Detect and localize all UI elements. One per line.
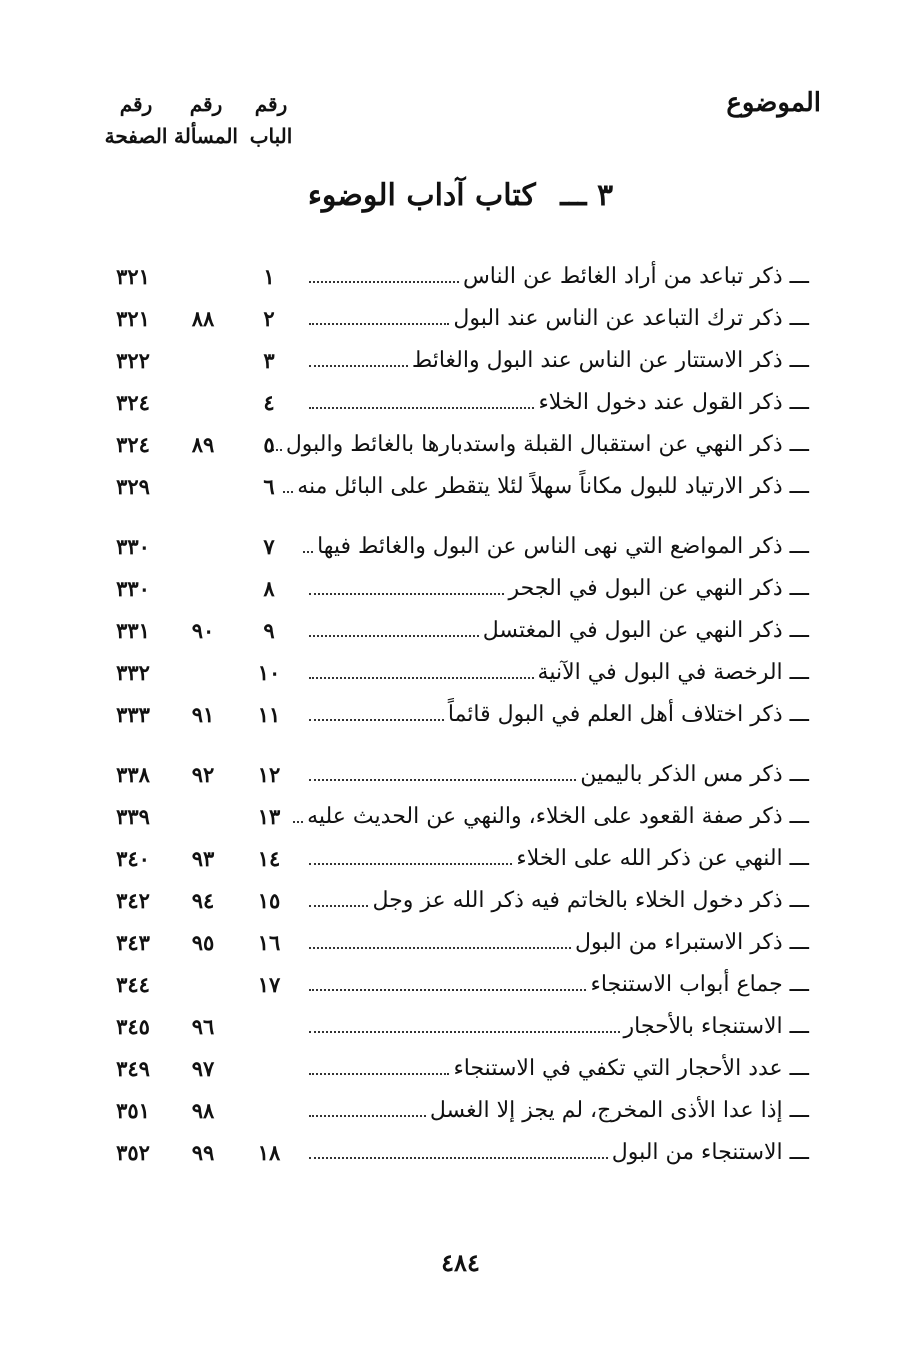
row-topic-text: ـــ ذكر الاستبراء من البول <box>574 930 809 955</box>
index-row <box>0 576 921 618</box>
header-col-masala-line1: رقم <box>189 92 223 116</box>
row-page-number: ٣٥١ <box>116 1098 150 1123</box>
row-page-number: ٣٣١ <box>116 618 150 643</box>
row-topic-text: ـــ ذكر ترك التباعد عن الناس عند البول <box>453 306 809 331</box>
row-bab-number: ١٢ <box>257 762 281 787</box>
row-page-number: ٣٤٠ <box>116 846 150 871</box>
row-topic-text: ـــ ذكر دخول الخلاء بالخاتم فيه ذكر الله عز وجل <box>372 888 809 913</box>
row-bab-number: ١٧ <box>257 972 281 997</box>
row-bab-number: ١٨ <box>257 1140 281 1165</box>
row-page-number: ٣٣٩ <box>116 804 150 829</box>
row-topic-text: ـــ ذكر اختلاف أهل العلم في البول قائماً <box>447 702 809 727</box>
row-masala-number: ٩٥ <box>191 930 215 955</box>
row-topic-text: ـــ ذكر الارتياد للبول مكاناً سهلاً لئلا يتقطر على البائل منه <box>297 474 809 499</box>
row-page-number: ٣٥٢ <box>116 1140 150 1165</box>
row-page-number: ٣٢٩ <box>116 474 150 499</box>
row-topic-text: ـــ ذكر النهي عن البول في المغتسل <box>482 618 809 643</box>
row-topic-text: ـــ الرخصة في البول في الآنية <box>537 660 809 685</box>
index-row <box>0 972 921 1014</box>
row-topic <box>309 1140 809 1165</box>
dotted-leader <box>309 863 512 865</box>
row-masala-number: ٩٨ <box>191 1098 215 1123</box>
dotted-leader <box>309 677 534 679</box>
row-topic <box>285 432 809 457</box>
row-masala-number: ٩٦ <box>191 1014 215 1039</box>
row-topic-text: ـــ ذكر النهي عن استقبال القبلة واستدبارها بالغائط والبول <box>285 432 809 457</box>
row-topic <box>309 762 809 787</box>
index-row <box>0 432 921 474</box>
row-bab-number: ١٠ <box>257 660 281 685</box>
dotted-leader <box>309 1115 426 1117</box>
index-row <box>0 264 921 306</box>
row-bab-number: ١٦ <box>257 930 281 955</box>
index-row <box>0 348 921 390</box>
row-topic <box>309 972 809 997</box>
header-topic-label: الموضوع <box>726 88 821 118</box>
dotted-leader <box>309 989 586 991</box>
row-topic <box>297 474 809 499</box>
row-topic-text: ـــ ذكر المواضع التي نهى الناس عن البول والغائط فيها <box>317 534 809 559</box>
row-topic <box>309 534 809 559</box>
row-topic-text: ـــ ذكر الاستتار عن الناس عند البول والغائط <box>411 348 809 373</box>
row-topic <box>309 930 809 955</box>
row-bab-number: ١٣ <box>257 804 281 829</box>
row-page-number: ٣٣٠ <box>116 534 150 559</box>
index-row <box>0 804 921 846</box>
row-page-number: ٣٣٣ <box>116 702 150 727</box>
row-page-number: ٣٢١ <box>116 264 150 289</box>
index-row <box>0 618 921 660</box>
row-page-number: ٣٤٩ <box>116 1056 150 1081</box>
row-page-number: ٣٤٤ <box>116 972 150 997</box>
header-col-bab-line1: رقم <box>254 92 288 116</box>
row-bab-number: ١١ <box>257 702 281 727</box>
chapter-number: ٣ ـــ <box>560 178 614 213</box>
dotted-leader <box>309 1073 449 1075</box>
row-topic-text: ـــ ذكر القول عند دخول الخلاء <box>538 390 809 415</box>
row-masala-number: ٩٩ <box>191 1140 215 1165</box>
dotted-leader <box>309 1157 608 1159</box>
row-topic <box>309 348 809 373</box>
row-topic <box>309 1014 809 1039</box>
index-row <box>0 1056 921 1098</box>
dotted-leader <box>309 1031 620 1033</box>
row-topic-text: ـــ الاستنجاء من البول <box>611 1140 809 1165</box>
row-topic <box>309 888 809 913</box>
row-bab-number: ٥ <box>263 432 275 457</box>
index-row <box>0 1014 921 1056</box>
index-row <box>0 390 921 432</box>
row-masala-number: ٩٠ <box>191 618 215 643</box>
chapter-title-text: كتاب آداب الوضوء <box>307 178 536 213</box>
dotted-leader <box>309 281 459 283</box>
row-topic-text: ـــ إذا عدا الأذى المخرج، لم يجز إلا الغسل <box>429 1098 809 1123</box>
index-row <box>0 1140 921 1182</box>
row-bab-number: ٣ <box>263 348 275 373</box>
header-col-safha-line2: الصفحة <box>104 124 168 148</box>
dotted-leader <box>309 635 479 637</box>
row-bab-number: ٢ <box>263 306 275 331</box>
row-topic <box>309 306 809 331</box>
row-bab-number: ١٥ <box>257 888 281 913</box>
row-topic-text: ـــ جماع أبواب الاستنجاء <box>590 972 809 997</box>
row-topic <box>309 1056 809 1081</box>
header-col-masala <box>166 88 246 152</box>
row-page-number: ٣٢٤ <box>116 390 150 415</box>
index-row <box>0 660 921 702</box>
header-col-bab <box>236 88 306 152</box>
row-topic-text: ـــ عدد الأحجار التي تكفي في الاستنجاء <box>453 1056 809 1081</box>
row-bab-number: ٤ <box>263 390 275 415</box>
dotted-leader <box>309 593 504 595</box>
row-page-number: ٣٤٢ <box>116 888 150 913</box>
row-topic <box>309 846 809 871</box>
row-bab-number: ١٤ <box>257 846 281 871</box>
index-row <box>0 762 921 804</box>
row-topic-text: ـــ ذكر صفة القعود على الخلاء، والنهي عن الحديث عليه <box>307 804 809 829</box>
row-masala-number: ٩١ <box>191 702 215 727</box>
row-bab-number: ٨ <box>263 576 275 601</box>
row-page-number: ٣٣٢ <box>116 660 150 685</box>
page-number: ٤٨٤ <box>441 1248 480 1277</box>
row-masala-number: ٩٧ <box>191 1056 215 1081</box>
row-topic-text: ـــ ذكر مس الذكر باليمين <box>580 762 809 787</box>
dotted-leader <box>303 551 313 553</box>
row-masala-number: ٨٩ <box>191 432 215 457</box>
header-col-safha-line1: رقم <box>119 92 153 116</box>
row-topic <box>309 1098 809 1123</box>
dotted-leader <box>309 905 368 907</box>
index-table <box>0 264 921 1182</box>
row-page-number: ٣٢٢ <box>116 348 150 373</box>
index-row <box>0 1098 921 1140</box>
row-page-number: ٣٣٠ <box>116 576 150 601</box>
index-row <box>0 846 921 888</box>
row-page-number: ٣٢٤ <box>116 432 150 457</box>
row-bab-number: ١ <box>263 264 275 289</box>
chapter-title <box>0 178 921 213</box>
row-topic <box>309 660 809 685</box>
dotted-leader <box>309 719 444 721</box>
header-col-masala-line2: المسألة <box>174 124 238 148</box>
row-page-number: ٣٣٨ <box>116 762 150 787</box>
row-topic-text: ـــ النهي عن ذكر الله على الخلاء <box>516 846 809 871</box>
row-topic <box>309 390 809 415</box>
index-row <box>0 306 921 348</box>
index-row <box>0 888 921 930</box>
dotted-leader <box>309 323 449 325</box>
dotted-leader <box>309 407 534 409</box>
row-page-number: ٣٢١ <box>116 306 150 331</box>
row-page-number: ٣٤٥ <box>116 1014 150 1039</box>
row-topic-text: ـــ الاستنجاء بالأحجار <box>623 1014 809 1039</box>
index-row <box>0 702 921 744</box>
row-topic-text: ـــ ذكر النهي عن البول في الجحر <box>508 576 809 601</box>
index-row <box>0 930 921 972</box>
row-topic <box>309 702 809 727</box>
index-row <box>0 474 921 516</box>
row-topic <box>309 576 809 601</box>
row-masala-number: ٨٨ <box>191 306 215 331</box>
row-masala-number: ٩٢ <box>191 762 215 787</box>
row-masala-number: ٩٤ <box>191 888 215 913</box>
row-topic <box>309 804 809 829</box>
row-bab-number: ٧ <box>263 534 275 559</box>
dotted-leader <box>309 365 408 367</box>
row-bab-number: ٦ <box>263 474 275 499</box>
header-col-safha <box>96 88 176 152</box>
row-page-number: ٣٤٣ <box>116 930 150 955</box>
index-row <box>0 534 921 576</box>
row-topic <box>309 618 809 643</box>
header-col-bab-line2: الباب <box>249 124 293 148</box>
row-bab-number: ٩ <box>263 618 275 643</box>
row-topic-text: ـــ ذكر تباعد من أراد الغائط عن الناس <box>462 264 809 289</box>
dotted-leader <box>309 947 571 949</box>
dotted-leader <box>309 779 576 781</box>
row-topic <box>309 264 809 289</box>
row-masala-number: ٩٣ <box>191 846 215 871</box>
